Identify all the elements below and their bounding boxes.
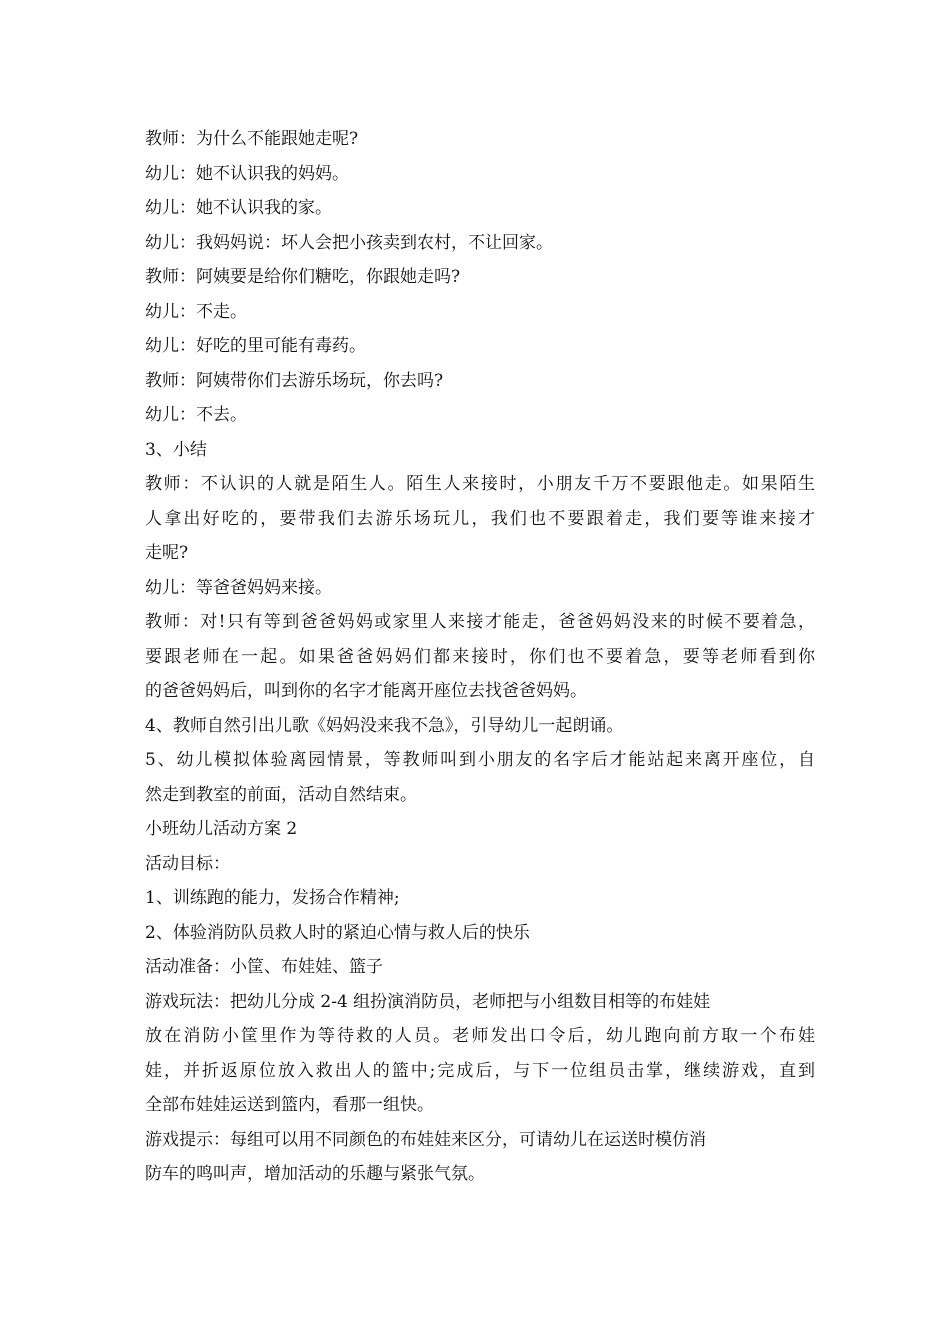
- text-line: 幼儿：好吃的里可能有毒药。: [145, 336, 366, 356]
- text-line: 防车的鸣叫声，增加活动的乐趣与紧张气氛。: [145, 1164, 485, 1184]
- text-line: 4、教师自然引出儿歌《妈妈没来我不急》，引导幼儿一起朗诵。: [145, 715, 624, 736]
- text-line: 教师：不认识的人就是陌生人。陌生人来接时，小朋友千万不要跟他走。如果陌生: [145, 474, 815, 494]
- text-line: 幼儿：等爸爸妈妈来接。: [145, 577, 332, 598]
- text-line: 小班幼儿活动方案 2: [145, 819, 298, 839]
- text-line: 游戏提示：每组可以用不同颜色的布娃娃来区分，可请幼儿在运送时模仿消: [145, 1129, 706, 1150]
- text-line: 的爸爸妈妈后，叫到你的名字才能离开座位去找爸爸妈妈。: [145, 681, 587, 701]
- text-line: 全部布娃娃运送到篮内，看那一组快。: [145, 1095, 434, 1115]
- text-line: 教师：阿姨要是给你们糖吃，你跟她走吗?: [145, 267, 461, 287]
- text-line: 放在消防小筐里作为等待救的人员。老师发出口令后，幼儿跑向前方取一个布娃: [145, 1026, 815, 1046]
- text-line: 2、体验消防队员救人时的紧迫心情与救人后的快乐: [145, 922, 530, 943]
- text-line: 1、训练跑的能力，发扬合作精神;: [145, 888, 400, 908]
- text-line: 人拿出好吃的，要带我们去游乐场玩儿，我们也不要跟着走，我们要等谁来接才: [145, 508, 815, 529]
- text-line: 娃，并折返原位放入救出人的篮中;完成后，与下一位组员击掌，继续游戏，直到: [145, 1060, 815, 1081]
- text-line: 然走到教室的前面，活动自然结束。: [145, 784, 417, 805]
- text-line: 要跟老师在一起。如果爸爸妈妈们都来接时，你们也不要着急，要等老师看到你: [145, 646, 815, 667]
- document-body: [145, 122, 815, 1192]
- text-line: 幼儿：她不认识我的妈妈。: [145, 163, 349, 184]
- text-line: 游戏玩法：把幼儿分成 2-4 组扮演消防员，老师把与小组数目相等的布娃娃: [145, 991, 711, 1012]
- text-line: 幼儿：不走。: [145, 301, 247, 322]
- text-line: 活动目标：: [145, 853, 230, 874]
- text-line: 幼儿：不去。: [145, 405, 247, 425]
- text-line: 3、小结: [145, 439, 207, 460]
- text-line: 幼儿：她不认识我的家。: [145, 198, 332, 218]
- text-line: 活动准备：小筐、布娃娃、篮子: [145, 957, 383, 977]
- text-line: 幼儿：我妈妈说：坏人会把小孩卖到农村，不让回家。: [145, 232, 553, 253]
- text-line: 教师：为什么不能跟她走呢?: [145, 129, 359, 149]
- text-line: 走呢?: [145, 543, 189, 563]
- text-line: 5、幼儿模拟体验离园情景，等教师叫到小朋友的名字后才能站起来离开座位，自: [145, 750, 815, 770]
- text-line: 教师：阿姨带你们去游乐场玩，你去吗?: [145, 370, 444, 391]
- text-line: 教师：对!只有等到爸爸妈妈或家里人来接才能走，爸爸妈妈没来的时候不要着急，: [145, 612, 815, 632]
